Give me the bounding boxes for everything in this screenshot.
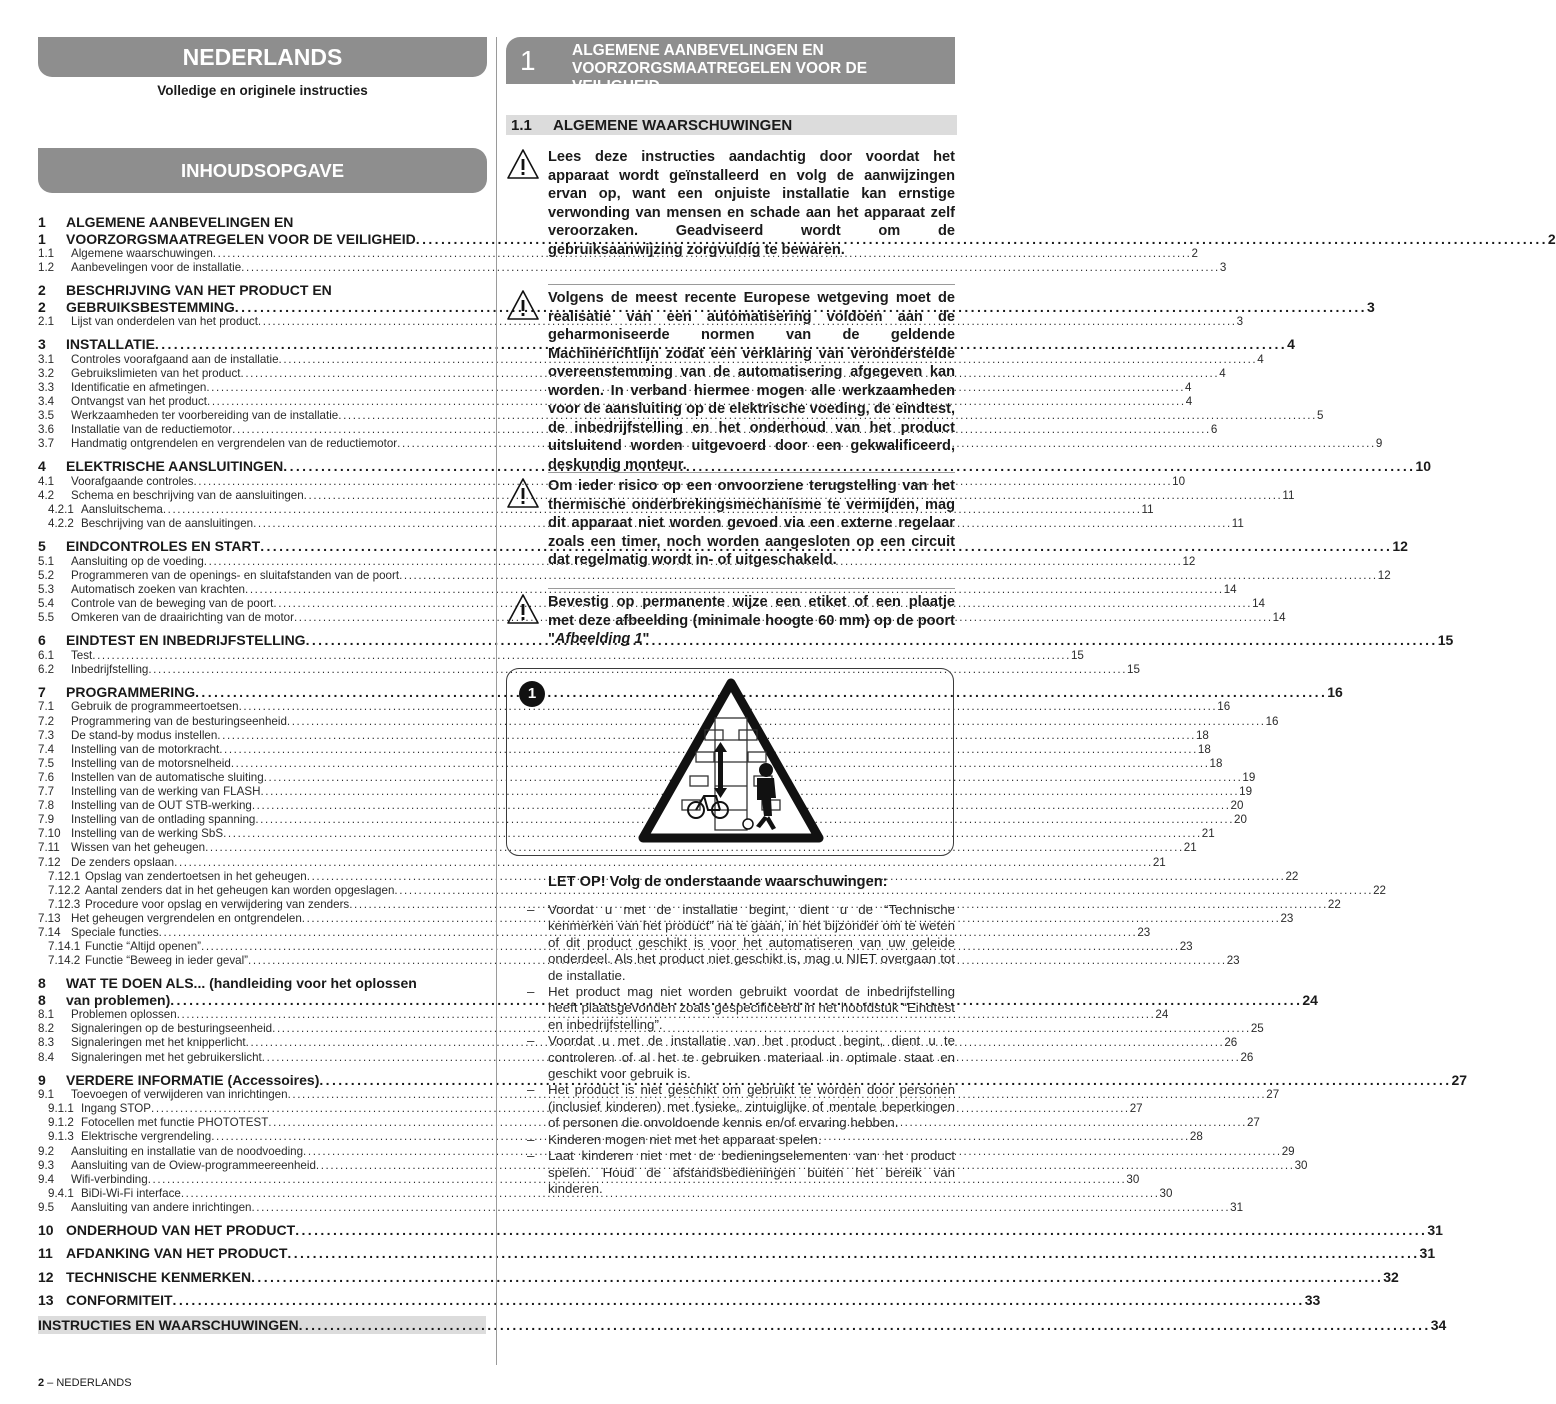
column-divider [496, 37, 497, 1365]
toc-chapter-title: 4 ELEKTRISCHE AANSLUITINGEN ..... 10 [38, 458, 484, 475]
toc-subsection: 7.14 Speciale functies ..... 23 [38, 926, 484, 940]
document-subtitle: Volledige en originele instructies [157, 83, 368, 98]
toc-section [38, 1221, 1443, 1239]
toc-subsection: 5.2 Programmeren van de openings- en sluitafstanden van de poort ..... 12 [38, 569, 484, 583]
toc-subsection: 9.4 Wifi-verbinding ..... 30 [38, 1173, 484, 1187]
figure-1 [506, 668, 954, 856]
toc-chapter-title: 8 van problemen) ..... 24 [38, 992, 484, 1009]
toc-subsection: 5.5 Omkeren van de draairichting van de motor ..... 14 [38, 611, 484, 625]
toc-subsection: 7.6 Instellen van de automatische sluiting ..... 19 [38, 771, 484, 785]
toc-section [38, 1245, 1436, 1262]
toc-subsection: 8.3 Signaleringen met het knipperlicht ..... 26 [38, 1036, 484, 1050]
toc-subsection: 9.1.2 Fotocellen met functie PHOTOTEST ..... 27 [38, 1116, 484, 1130]
warning-bullet-list [548, 902, 955, 1197]
toc-chapter-title: 7 PROGRAMMERING ..... 16 [38, 684, 484, 701]
toc-subsection: 3.5 Werkzaamheden ter voorbereiding van de installatie ..... 5 [38, 409, 484, 423]
warning-bullet: – Voordat u met de installatie van het product begint, dient u te controleren of al het te gebruiken materiaal in optimale staat en geschikt voor gebruik is. [548, 1033, 955, 1082]
toc-subsection: 5.1 Aansluiting op de voeding ..... 12 [38, 555, 484, 569]
warning-bullet: – Kinderen mogen niet met het apparaat spelen. [548, 1132, 955, 1148]
toc-subsection: 7.1 Gebruik de programmeertoetsen ..... 16 [38, 700, 484, 714]
toc-subsection: 7.12 De zenders opslaan ..... 21 [38, 856, 484, 870]
warning-triangle-icon [506, 148, 540, 182]
figure-reference: Afbeelding 1 [554, 631, 643, 647]
toc-subsection: 9.5 Aansluiting van andere inrichtingen ..... 31 [38, 1201, 484, 1215]
toc-subsection: 3.1 Controles voorafgaand aan de installatie ..... 4 [38, 353, 484, 367]
toc-subsection: 7.12.2 Aantal zenders dat in het geheugen kan worden opgeslagen ..... 22 [38, 884, 484, 898]
toc-subsection: 3.7 Handmatig ontgrendelen en vergrendelen van de reductiemotor ..... 9 [38, 437, 484, 451]
toc-chapter-title: 1 ALGEMENE AANBEVELINGEN EN [38, 214, 294, 230]
chapter-header [506, 37, 955, 95]
toc-section [38, 538, 1408, 625]
toc-chapter-title: 13 CONFORMITEIT ..... 33 [38, 1292, 484, 1309]
toc-subsection: 9.4.1 BiDi-Wi-Fi interface ..... 30 [38, 1187, 484, 1201]
section-header: 1.1 ALGEMENE WAARSCHUWINGEN [506, 115, 957, 135]
toc-subsection: 6.1 Test ..... 15 [38, 649, 484, 663]
toc-chapter-title: 5 EINDCONTROLES EN START ..... 12 [38, 538, 484, 555]
figure-number-badge: 1 [519, 681, 545, 707]
warning-triangle-icon [506, 289, 540, 323]
toc-subsection: 8.1 Problemen oplossen ..... 24 [38, 1008, 484, 1022]
warning-bullet: – Het product is niet geschikt om gebruikt te worden door personen (inclusief kinderen) met fysieke, zintuiglijke of mentale beperkingen of personen die onvoldoende kennis en/of ervaring hebben. [548, 1082, 955, 1131]
toc-subsection: 4.2 Schema en beschrijving van de aansluitingen ..... 11 [38, 489, 484, 503]
warning-bullet: – Het product mag niet worden gebruikt voordat de inbedrijfstelling heeft plaatsgevonden zoals gespecificeerd in het hoofdstuk “Eindtest en inbedrijfstelling”. [548, 984, 955, 1033]
chapter-number: 1 [520, 45, 536, 76]
toc-section [38, 1292, 1321, 1309]
toc-subsection: 2.1 Lijst van onderdelen van het product ..... 3 [38, 315, 484, 329]
toc-subsection: 5.3 Automatisch zoeken van krachten ..... 14 [38, 583, 484, 597]
toc-section [38, 336, 1383, 451]
toc-subsection: 9.1.3 Elektrische vergrendeling ..... 28 [38, 1130, 484, 1144]
toc-subsection: 7.9 Instelling van de ontlading spanning ..... 20 [38, 813, 484, 827]
toc-subsection: 1.2 Aanbevelingen voor de installatie ..... 3 [38, 261, 484, 275]
chapter-title: ALGEMENE AANBEVELINGEN EN VOORZORGSMAATREGELEN VOOR DE VEILIGHEID [572, 42, 868, 95]
warning-bullet: – Voordat u met de installatie begint, dient u de “Technische kenmerken van het product” na te gaan, in het bijzonder om te weten of dit product geschikt is voor het automatiseren van uw geleide onderdeel. Als het product niet geschikt is, mag u NIET overgaan tot de installatie. [548, 902, 955, 984]
toc-chapter-title: 8 WAT TE DOEN ALS... (handleiding voor het oplossen [38, 975, 417, 992]
toc-subsection: 7.8 Instelling van de OUT STB-werking ..... 20 [38, 799, 484, 813]
toc-subsection: 3.2 Gebruikslimieten van het product ..... 4 [38, 367, 484, 381]
toc-section [38, 1268, 1399, 1286]
toc-subsection: 1.1 Algemene waarschuwingen ..... 2 [38, 247, 484, 261]
toc-subsection: 8.2 Signaleringen op de besturingseenheid ..... 25 [38, 1022, 484, 1036]
toc-subsection: 7.12.1 Opslag van zendertoetsen in het geheugen ..... 22 [38, 870, 484, 884]
warning-bullet: – Laat kinderen niet met de bedieningselementen van het product spelen. Houd de afstandsbedieningen buiten het bereik van kinderen. [548, 1148, 955, 1197]
toc-subsection: 7.14.2 Functie “Beweeg in ieder geval” ..... 23 [38, 954, 484, 968]
toc-subsection: 7.13 Het geheugen vergrendelen en ontgrendelen ..... 23 [38, 912, 484, 926]
toc-subsection: 7.4 Instelling van de motorkracht ..... 18 [38, 743, 484, 757]
toc-subsection: 7.3 De stand-by modus instellen ..... 18 [38, 729, 484, 743]
toc-section [38, 458, 1431, 531]
toc-subsection: 7.14.1 Functie “Altijd openen” ..... 23 [38, 940, 484, 954]
toc-subsection: 7.11 Wissen van het geheugen ..... 21 [38, 841, 484, 855]
toc-chapter-title: 2 BESCHRIJVING VAN HET PRODUCT EN [38, 282, 332, 299]
toc-chapter-title: 6 EINDTEST EN INBEDRIJFSTELLING ..... 15 [38, 632, 484, 649]
toc-subsection: 6.2 Inbedrijfstelling ..... 15 [38, 663, 484, 677]
toc-chapter-title: 3 INSTALLATIE ..... 4 [38, 336, 484, 353]
toc-banner: INHOUDSOPGAVE [38, 148, 487, 193]
toc-subsection: 3.4 Ontvangst van het product ..... 4 [38, 395, 484, 409]
toc-subsection: 7.10 Instelling van de werking SbS ..... 21 [38, 827, 484, 841]
attention-heading: LET OP! Volg de onderstaande waarschuwingen: [548, 874, 888, 890]
toc-chapter-title: 10 ONDERHOUD VAN HET PRODUCT ..... 31 [38, 1222, 484, 1239]
toc-final-entry: INSTRUCTIES EN WAARSCHUWINGEN ..... 34 [38, 1316, 486, 1334]
toc-section [38, 282, 1375, 329]
toc-chapter-title: 1 VOORZORGSMAATREGELEN VOOR DE VEILIGHEID ..... 2 [38, 231, 484, 248]
toc-subsection: 7.5 Instelling van de motorsnelheid ..... 18 [38, 757, 484, 771]
toc-subsection: 7.7 Instelling van de werking van FLASH ..... 19 [38, 785, 484, 799]
toc-subsection: 8.4 Signaleringen met het gebruikerslicht ..... 26 [38, 1051, 484, 1065]
toc-subsection: 4.2.1 Aansluitschema ..... 11 [38, 503, 484, 517]
toc-section [38, 214, 1556, 275]
toc-subsection: 9.2 Aansluiting en installatie van de noodvoeding ..... 29 [38, 1145, 484, 1159]
warning-triangle-icon [506, 593, 540, 627]
children-gate-hazard-icon [638, 678, 824, 844]
toc-subsection: 7.12.3 Procedure voor opslag en verwijdering van zenders ..... 22 [38, 898, 484, 912]
toc-subsection: 7.2 Programmering van de besturingseenheid ..... 16 [38, 715, 484, 729]
toc-subsection: 9.1.1 Ingang STOP ..... 27 [38, 1102, 484, 1116]
toc-subsection: 4.2.2 Beschrijving van de aansluitingen ..... 11 [38, 517, 484, 531]
toc-subsection: 9.3 Aansluiting van de Oview-programmeereenheid ..... 30 [38, 1159, 484, 1173]
toc-subsection: 5.4 Controle van de beweging van de poort ..... 14 [38, 597, 484, 611]
warning-triangle-icon [506, 477, 540, 511]
language-banner: NEDERLANDS [38, 37, 487, 77]
toc-chapter-title: 12 TECHNISCHE KENMERKEN ..... 32 [38, 1269, 484, 1286]
toc-subsection: 3.6 Installatie van de reductiemotor ..... 6 [38, 423, 484, 437]
page-footer: 2 – NEDERLANDS [38, 1377, 132, 1389]
toc-subsection: 9.1 Toevoegen of verwijderen van inrichtingen ..... 27 [38, 1088, 484, 1102]
toc-subsection: 4.1 Voorafgaande controles ..... 10 [38, 475, 484, 489]
toc-chapter-title: 11 AFDANKING VAN HET PRODUCT ..... 31 [38, 1245, 484, 1262]
toc-chapter-title: 9 VERDERE INFORMATIE (Accessoires) ..... 27 [38, 1072, 484, 1089]
toc-subsection: 3.3 Identificatie en afmetingen ..... 4 [38, 381, 484, 395]
toc-chapter-title: 2 GEBRUIKSBESTEMMING ..... 3 [38, 299, 484, 316]
